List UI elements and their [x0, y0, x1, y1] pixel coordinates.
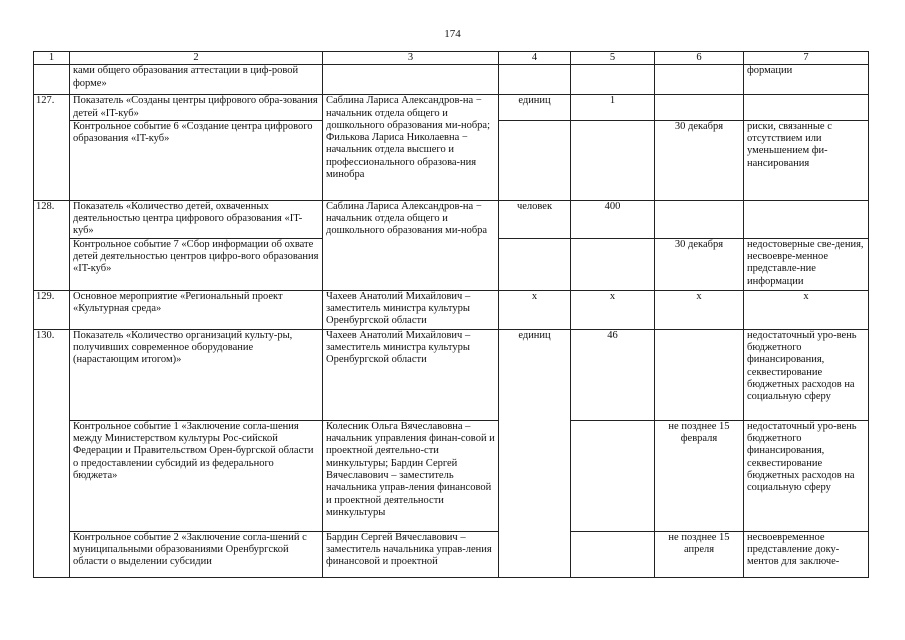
- table-row: [34, 329, 869, 420]
- unit: единиц: [499, 95, 571, 121]
- header-row: [34, 52, 869, 65]
- deadline: не позднее 15 февраля: [655, 420, 744, 531]
- value: 400: [571, 200, 655, 238]
- responsible-text: Чахеев Анатолий Михайлович – заместитель министра культуры Оренбургской области: [323, 329, 499, 420]
- table-row: [34, 290, 869, 329]
- col-header-6: 6: [655, 52, 744, 65]
- col-header-7: 7: [744, 52, 869, 65]
- table-row: [34, 531, 869, 577]
- table-row: [34, 65, 869, 95]
- table-row: [34, 95, 869, 121]
- control-event-text: Контрольное событие 6 «Создание центра цифрового образования «IT-куб»: [70, 120, 323, 200]
- unit: человек: [499, 200, 571, 238]
- indicator-text: Показатель «Количество организаций культу-ры, получивших современное оборудование (нарастающим итогом)»: [70, 329, 323, 420]
- continuation-text: ками общего образования аттестации в циф-ровой форме»: [70, 65, 323, 95]
- cell-x: х: [571, 290, 655, 329]
- row-number: 130.: [34, 329, 70, 577]
- col-header-3: 3: [323, 52, 499, 65]
- control-event-text: Контрольное событие 7 «Сбор информации об охвате детей деятельностью центров цифро-вого образования «IT-куб»: [70, 238, 323, 290]
- measure-text: Основное мероприятие «Региональный проект «Культурная среда»: [70, 290, 323, 329]
- table-row: [34, 200, 869, 238]
- continuation-risk: формации: [744, 65, 869, 95]
- deadline: не позднее 15 апреля: [655, 531, 744, 577]
- cell-x: х: [655, 290, 744, 329]
- plan-table: [33, 51, 869, 578]
- value: 46: [571, 329, 655, 420]
- unit: единиц: [499, 329, 571, 577]
- indicator-text: Показатель «Созданы центры цифрового обра-зования детей «IT-куб»: [70, 95, 323, 121]
- row-number: 128.: [34, 200, 70, 290]
- responsible-text: Бардин Сергей Вячеславович – заместитель начальника управ-ления финансовой и проектной: [323, 531, 499, 577]
- deadline: 30 декабря: [655, 120, 744, 200]
- control-event-text: Контрольное событие 1 «Заключение согла-шения между Министерством культуры Рос-сийской Федерации и Правительством Орен-бургской области о предоставлении субсидий из федерального бюджета»: [70, 420, 323, 531]
- col-header-2: 2: [70, 52, 323, 65]
- page-number: 174: [444, 28, 461, 40]
- responsible-text: Чахеев Анатолий Михайлович – заместитель министра культуры Оренбургской области: [323, 290, 499, 329]
- risk-text: риски, связанные с отсутствием или уменьшением фи-нансирования: [744, 120, 869, 200]
- risk-text: недостаточный уро-вень бюджетного финансирования, секвестирование бюджетных расходов на социальную сферу: [744, 329, 869, 420]
- risk-text: несвоевременное представление доку-ментов для заключе-: [744, 531, 869, 577]
- cell-x: х: [744, 290, 869, 329]
- col-header-5: 5: [571, 52, 655, 65]
- responsible-text: Саблина Лариса Александров-на − начальник отдела общего и дошкольного образования ми-нобра; Филькова Лариса Николаевна − начальник отдела высшего и профессионального образова-ния минобра: [323, 95, 499, 201]
- row-number: 127.: [34, 95, 70, 201]
- deadline: 30 декабря: [655, 238, 744, 290]
- responsible-text: Саблина Лариса Александров-на − начальник отдела общего и дошкольного образования ми-нобра: [323, 200, 499, 290]
- control-event-text: Контрольное событие 2 «Заключение согла-шений с муниципальными образованиями Оренбургской области о выделении субсидии: [70, 531, 323, 577]
- risk-text: недостаточный уро-вень бюджетного финансирования, секвестирование бюджетных расходов на социальную сферу: [744, 420, 869, 531]
- col-header-4: 4: [499, 52, 571, 65]
- col-header-1: 1: [34, 52, 70, 65]
- responsible-text: Колесник Ольга Вячеславовна – начальник управления финан-совой и проектной деятельно-сти минкультуры; Бардин Сергей Вячеславович – заместитель начальника управ-ления финансовой и проектной деятельности минкультуры: [323, 420, 499, 531]
- indicator-text: Показатель «Количество детей, охваченных деятельностью центра цифрового образования «IT-куб»: [70, 200, 323, 238]
- row-number: 129.: [34, 290, 70, 329]
- cell-x: х: [499, 290, 571, 329]
- value: 1: [571, 95, 655, 121]
- table-row: [34, 420, 869, 531]
- risk-text: недостоверные све-дения, несвоевре-менное представле-ние информации: [744, 238, 869, 290]
